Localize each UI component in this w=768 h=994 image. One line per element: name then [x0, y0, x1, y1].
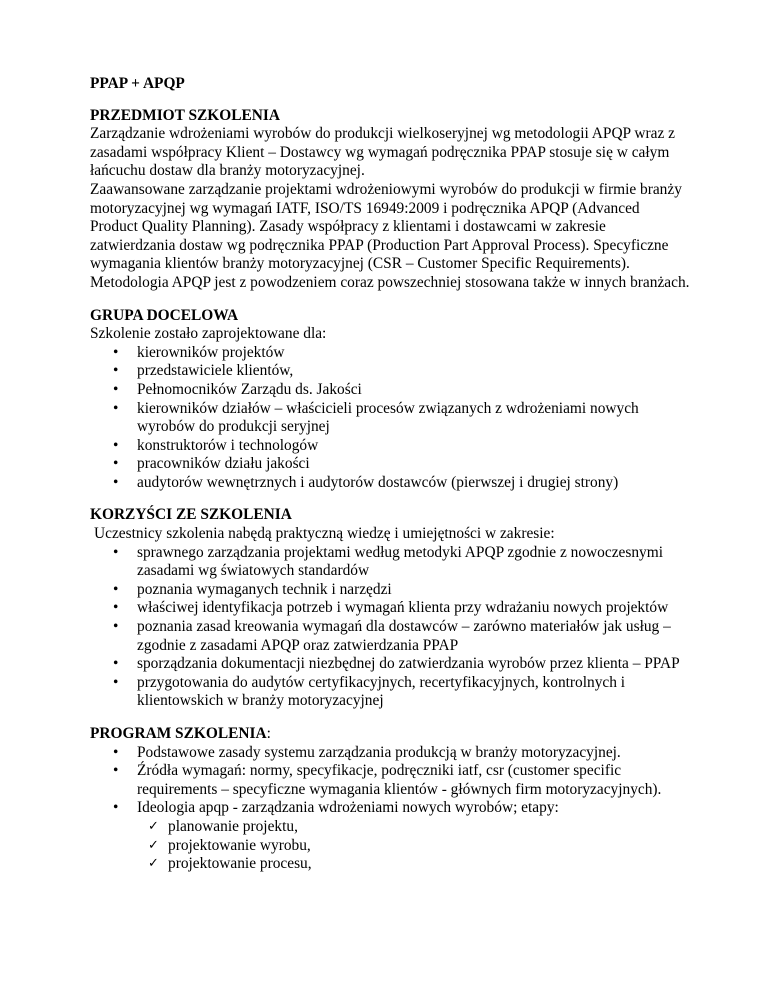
section-subject [90, 107, 690, 293]
list-item: • konstruktorów i technologów [137, 437, 690, 456]
benefits-intro: Uczestnicy szkolenia nabędą praktyczną wiedzę i umiejętności w zakresie: [94, 525, 555, 543]
list-item: • sprawnego zarządzania projektami według metodyki APQP zgodnie z nowoczesnymi zasadami wg światowych standardów [137, 544, 690, 581]
section-benefits [90, 506, 690, 711]
stage-label: planowanie projektu, [168, 817, 298, 835]
program-list [90, 744, 690, 874]
target-list [90, 344, 690, 493]
section-program [90, 725, 690, 874]
list-item: • Podstawowe zasady systemu zarządzania produkcją w branży motoryzacyjnej. [137, 744, 690, 763]
list-item: • poznania zasad kreowania wymagań dla dostawców – zarówno materiałów jak usług – zgodnie z zasadami APQP oraz zatwierdzania PPAP [137, 618, 690, 655]
check-icon: ✓ [148, 856, 159, 872]
list-item: • przygotowania do audytów certyfikacyjnych, recertyfikacyjnych, kontrolnych i klientowskich w branży motoryzacyjnej [137, 674, 690, 711]
section-heading-target-group: GRUPA DOCELOWA [90, 306, 239, 324]
program-heading-text: PROGRAM SZKOLENIA [90, 725, 267, 742]
list-item [137, 799, 690, 873]
program-item-text: Ideologia apqp - zarządzania wdrożeniami nowych wyrobów; etapy: [137, 799, 559, 817]
program-stages-list [137, 818, 690, 874]
check-icon: ✓ [148, 837, 159, 853]
list-item: • audytorów wewnętrznych i audytorów dostawców (pierwszej i drugiej strony) [137, 474, 690, 493]
list-item: • właściwej identyfikacja potrzeb i wymagań klienta przy wdrażaniu nowych projektów [137, 599, 690, 618]
section-heading-benefits: KORZYŚCI ZE SZKOLENIA [90, 506, 292, 524]
document-title: PPAP + APQP [90, 75, 185, 92]
program-heading-colon: : [266, 725, 271, 742]
list-item: • przedstawiciele klientów, [137, 362, 690, 381]
stage-label: projektowanie wyrobu, [168, 836, 311, 854]
target-intro: Szkolenie zostało zaprojektowane dla: [90, 325, 327, 343]
list-item: • Pełnomocników Zarządu ds. Jakości [137, 381, 690, 400]
section-heading-subject: PRZEDMIOT SZKOLENIA [90, 106, 281, 124]
section-target-group [90, 307, 690, 493]
list-item: • kierowników projektów [137, 344, 690, 363]
check-icon: ✓ [148, 818, 159, 834]
subject-paragraph-2: Zaawansowane zarządzanie projektami wdrożeniowymi wyrobów do produkcji w firmie branży motoryzacyjnej wg wymagań IATF, ISO/TS 16949:2009 i podręcznika APQP (Advanced Product Quality Planning). Zasady współpracy z klientami i dostawcami w zakresie zatwierdzania dostaw wg podręcznika PPAP (Production Part Approval Process). Specyficzne wymagania klientów branży motoryzacyjnej (CSR – Customer Specific Requirements). Metodologia APQP jest z powodzeniem coraz powszechniej stosowana także w innych branżach. [90, 180, 690, 291]
subject-paragraph-1: Zarządzanie wdrożeniami wyrobów do produkcji wielkoseryjnej wg metodologii APQP wraz z zasadami współpracy Klient – Dostawcy wg wymagań podręcznika PPAP stosuje się w całym łańcuchu dostaw dla branży motoryzacyjnej. [90, 125, 675, 180]
list-item: • sporządzania dokumentacji niezbędnej do zatwierdzania wyrobów przez klienta – PPAP [137, 655, 690, 674]
list-item: • pracowników działu jakości [137, 455, 690, 474]
benefits-list [90, 544, 690, 711]
section-heading-program [90, 725, 690, 744]
document-page [90, 75, 690, 888]
stage-item [148, 836, 690, 856]
stage-label: projektowanie procesu, [168, 855, 312, 873]
stage-item [148, 817, 690, 837]
list-item: • Źródła wymagań: normy, specyfikacje, podręczniki iatf, csr (customer specific requirements – specyficzne wymagania klientów - głównych firm motoryzacyjnych). [137, 762, 690, 799]
list-item: • kierowników działów – właścicieli procesów związanych z wdrożeniami nowych wyrobów do produkcji seryjnej [137, 400, 690, 437]
stage-item [148, 855, 690, 874]
list-item: • poznania wymaganych technik i narzędzi [137, 581, 690, 600]
